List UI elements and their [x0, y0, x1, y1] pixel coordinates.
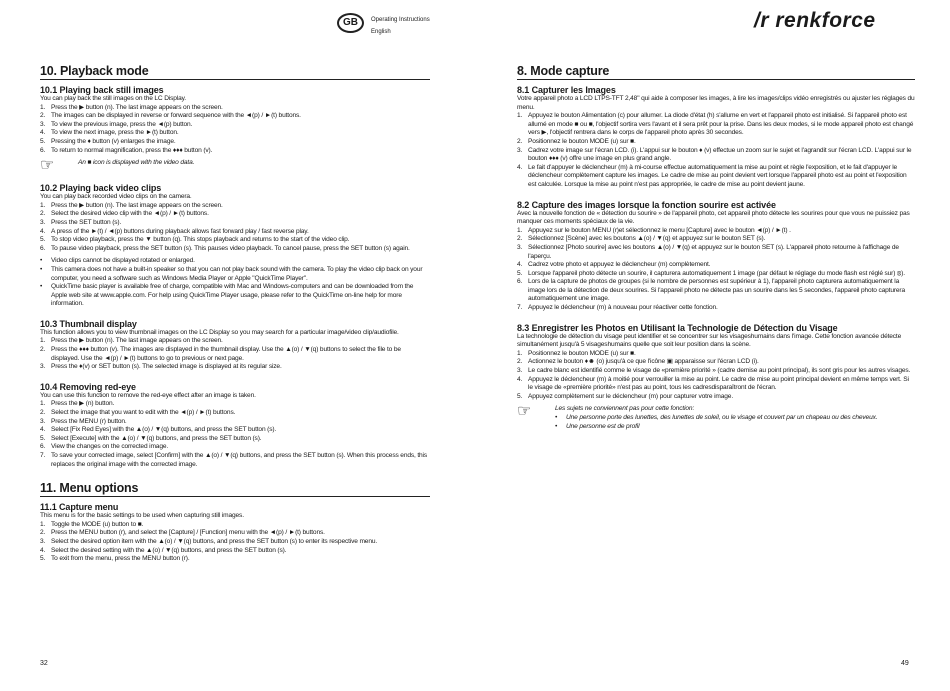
subsection-heading: 10.3 Thumbnail display [40, 318, 137, 329]
list-item [40, 418, 430, 427]
list-item-text: A press of the ►(t) / ◄(p) buttons during playback allows fast forward play / fast reverse play. [51, 227, 309, 235]
list-item [517, 147, 915, 164]
list-item-number: 2. [40, 409, 46, 417]
numbered-list [40, 400, 430, 469]
subsection-heading: 11.1 Capture menu [40, 502, 119, 513]
subsection-heading: 8.3 Enregistrer les Photos en Utilisant la Technologie de Détection du Visage [517, 322, 838, 333]
list-item-number: 1. [517, 226, 523, 234]
list-item-text: Press the ♦♦♦ button (v). The images are displayed in the thumbnail display. Use the ▲(o) / ▼(q) buttons to select the file to be displayed. Use the ◄(p) / ►(t) buttons to go to previous or next page. [51, 346, 401, 362]
section-heading: 8. Mode capture [517, 64, 915, 80]
list-item [40, 112, 430, 121]
list-item-text: Press the ▶ button (n). The last image appears on the screen. [51, 103, 223, 111]
section-heading: 10. Playback mode [40, 64, 430, 80]
numbered-list [517, 227, 915, 313]
note-box [40, 159, 430, 173]
list-item-text: Press the ▶ button (n). The last image appears on the screen. [51, 337, 223, 345]
list-item [517, 304, 915, 313]
list-item-text: Lors de la capture de photos de groupes (si le nombre de personnes est supérieur à 1), l'appareil photo capturera automatiquement la image lors de la détection de deux sourires. Si l'appareil photo ne détecte pas un sourire dans les 5 secondes, l'appareil photo capturera automatiquement une image. [528, 278, 905, 303]
list-item-number: 6. [517, 278, 523, 286]
list-item [40, 452, 430, 469]
header-line-1: Operating Instructions [371, 17, 430, 23]
bullet-text: Une personne porte des lunettes, des lunettes de soleil, ou le visage et couvert par un chapeau ou des cheveux. [566, 414, 878, 421]
note-title: Les sujets ne conviennent pas pour cette fonction: [555, 405, 695, 413]
list-item-number: 1. [517, 112, 523, 120]
list-item-text: Select the desired option item with the ▲(o) / ▼(q) buttons, and press the SET button (s) to enter its respective menu. [51, 537, 378, 545]
list-item-number: 2. [40, 346, 46, 354]
list-item-number: 4. [40, 426, 46, 434]
subsection-heading: 10.4 Removing red-eye [40, 381, 136, 392]
list-item-number: 3. [517, 367, 523, 375]
list-item [40, 529, 430, 538]
list-item [517, 358, 915, 367]
left-column [40, 64, 430, 564]
list-item-number: 3. [40, 417, 46, 425]
list-item-number: 2. [40, 529, 46, 537]
list-item-text: Positionnez le bouton MODE (u) sur ■. [528, 137, 636, 145]
list-item-text: Press the MENU button (r), and select the [Capture] / [Function] menu with the ◄(p) / ►(t) buttons. [51, 529, 325, 537]
list-item-text: The images can be displayed in reverse or forward sequence with the ◄(p) / ►(t) buttons. [51, 112, 301, 120]
bullet-text: QuickTime basic player is available free of charge, compatible with Mac and Windows-computers and can be downloaded from the Apple web site at www.apple.com. For help using QuickTime Player usage, please refer to the QuickTime on-line help for more information. [51, 283, 414, 308]
paragraph: This menu is for the basic settings to be used when capturing still images. [40, 512, 244, 520]
list-item [40, 210, 430, 219]
list-item-number: 2. [40, 210, 46, 218]
list-item [517, 227, 915, 236]
list-item-number: 3. [40, 218, 46, 226]
list-item-number: 5. [40, 555, 46, 563]
list-item [40, 202, 430, 211]
header-line-2: English [371, 29, 391, 35]
list-item-number: 5. [40, 236, 46, 244]
bullet-item [40, 266, 430, 283]
list-item-number: 2. [40, 112, 46, 120]
list-item-number: 4. [40, 546, 46, 554]
page-number: 32 [40, 660, 48, 667]
list-item-text: Appuyez sur le bouton MENU (r)et sélectionnez le menu [Capture] avec le bouton ◄(p) / ►(t) . [528, 226, 791, 234]
list-item-number: 3. [517, 243, 523, 251]
list-item [517, 270, 915, 279]
list-item [40, 104, 430, 113]
subsection-heading: 8.1 Capturer les Images [517, 85, 616, 95]
list-item [517, 350, 915, 359]
list-item-text: Sélectionnez [Scène] avec les boutons ▲(o) / ▼(q) et appuyez sur le bouton SET (s). [528, 235, 766, 243]
note-text: An ■ icon is displayed with the video data. [78, 159, 195, 167]
list-item [40, 129, 430, 138]
list-item-text: To view the next image, press the ►(t) button. [51, 129, 179, 137]
list-item-text: Appuyez le déclencheur (m) à nouveau pour réactiver cette fonction. [528, 304, 718, 312]
list-item-text: Appuyez complètement sur le déclencheur (m) pour capturer votre image. [528, 392, 733, 400]
list-item [40, 521, 430, 530]
bullet-item [40, 283, 430, 309]
list-item-number: 4. [40, 227, 46, 235]
list-item-text: Positionnez le bouton MODE (u) sur ■. [528, 349, 636, 357]
list-item-number: 6. [40, 146, 46, 154]
section-heading: 11. Menu options [40, 481, 430, 497]
numbered-list [517, 350, 915, 402]
list-item-text: To exit from the menu, press the MENU button (r). [51, 555, 190, 563]
list-item-number: 1. [40, 201, 46, 209]
list-item [517, 112, 915, 138]
list-item [40, 443, 430, 452]
list-item-number: 3. [40, 537, 46, 545]
subsection-heading: 10.2 Playing back video clips [40, 183, 162, 194]
numbered-list [40, 104, 430, 156]
list-item [517, 261, 915, 270]
list-item-text: To save your corrected image, select [Confirm] with the ▲(o) / ▼(q) buttons, and press the SET button (s). When this process ends, this replaces the original image with the corrected image. [51, 452, 428, 468]
list-item-text: Lorsque l'appareil photo détecte un sourire, il capturera automatiquement 1 image (par défaut le réglage du mode flash est réglé sur) ⦻). [528, 269, 905, 277]
list-item-number: 6. [40, 244, 46, 252]
list-item [517, 244, 915, 261]
list-item-number: 5. [40, 137, 46, 145]
list-item [40, 555, 430, 564]
numbered-list [40, 202, 430, 254]
paragraph: Votre appareil photo a LCD LTPS-TFT 2,48" qui aide à composer les images, à lire les images/clips vidéo enregistrés ou ajuster les réglages du menu. [517, 95, 915, 111]
numbered-list [517, 112, 915, 189]
bullet-list [40, 257, 430, 309]
list-item-number: 5. [517, 392, 523, 400]
list-item-number: 7. [40, 452, 46, 459]
paragraph: You can play back recorded video clips on the camera. [40, 193, 192, 201]
list-item-text: Select the image that you want to edit with the ◄(p) / ►(t) buttons. [51, 409, 236, 417]
list-item-number: 5. [40, 434, 46, 442]
list-item [517, 235, 915, 244]
bullet-item [555, 414, 877, 423]
list-item-text: Press the ▶ button (n). The last image appears on the screen. [51, 201, 223, 209]
pointing-hand-icon: ☞ [40, 157, 55, 175]
right-page [475, 0, 950, 691]
list-item [517, 393, 915, 402]
list-item-text: Toggle the MODE (u) button to ■. [51, 520, 144, 528]
list-item [40, 147, 430, 156]
list-item-number: 7. [517, 304, 523, 312]
list-item [517, 376, 915, 393]
bullet-item [40, 257, 430, 266]
list-item-number: 1. [40, 400, 46, 408]
list-item [40, 228, 430, 237]
list-item-number: 6. [40, 443, 46, 451]
subsection-heading: 8.2 Capture des images lorsque la fonction sourire est activée [517, 199, 776, 210]
list-item [40, 547, 430, 556]
paragraph: This function allows you to view thumbnail images on the LC Display so you may search for a particular image/video clip/audiofile. [40, 328, 399, 336]
bullet-item [555, 423, 877, 432]
list-item [517, 278, 915, 304]
list-item [40, 363, 430, 372]
language-badge: GB [337, 13, 364, 33]
list-item [40, 121, 430, 130]
list-item [40, 337, 430, 346]
paragraph: Avec la nouvelle fonction de « détection du sourire » de l'appareil photo, cet appareil photo détecte les sourires pour que vous ne puissiez pas manquer ces moments spéciaux de la vie. [517, 209, 910, 226]
list-item-text: Le cadre blanc est identifié comme le visage de «première priorité » (cadre demise au point principal), ils sont gris pour les autres visages. [528, 367, 911, 375]
list-item-text: To view the previous image, press the ◄(p) button. [51, 120, 193, 128]
list-item [517, 367, 915, 376]
list-item-text: Press the MENU (r) button. [51, 417, 127, 425]
list-item-number: 2. [517, 358, 523, 366]
paragraph: You can play back the still images on the LC Display. [40, 95, 186, 102]
list-item-text: View the changes on the corrected image. [51, 443, 169, 451]
list-item-number: 3. [40, 120, 46, 128]
bullet-icon: • [555, 422, 558, 430]
list-item-number: 1. [517, 349, 523, 357]
list-item [40, 245, 430, 254]
list-item-number: 1. [40, 520, 46, 528]
list-item-text: Press the ▶ (n) button. [51, 400, 115, 408]
list-item [40, 236, 430, 245]
list-item [40, 538, 430, 547]
list-item-number: 2. [517, 235, 523, 243]
list-item-text: Appuyez le bouton Alimentation (c) pour allumer. La diode d'état (h) s'allume en vert et l'appareil photo est initialisé. Si l'appareil photo est allumé en mode ■ ou ■, l'objectif sortira vers l'avant et il sera prêt pour la prise. Dans les deux modes, si le mode appareil photo est changé vers ▶, l'objectif rentrera dans le corps de l'appareil photo après 30 secondes. [528, 112, 914, 137]
list-item-number: 1. [40, 337, 46, 345]
list-item-number: 3. [40, 363, 46, 371]
list-item-text: Appuyez le déclencheur (m) à moitié pour verrouiller la mise au point. Le cadre de mise au point principal devient en même temps vert. Si le visage de «première priorité» n'est pas au point, tous les cadresdisparaîtront de l'écran. [528, 375, 909, 392]
list-item-text: To stop video playback, press the ▼ button (q). This stops playback and returns to the start of the video clip. [51, 236, 350, 244]
numbered-list [40, 521, 430, 564]
note-box [517, 405, 915, 431]
list-item-number: 5. [517, 269, 523, 277]
list-item-number: 4. [517, 163, 523, 171]
page-number: 49 [901, 660, 909, 667]
list-item [40, 426, 430, 435]
list-item-text: Select [Fix Red Eyes] with the ▲(o) / ▼(q) buttons, and press the SET button (s). [51, 426, 277, 434]
bullet-icon: • [40, 265, 43, 273]
list-item-number: 1. [40, 103, 46, 111]
list-item [517, 138, 915, 147]
list-item-text: Pressing the ♦ button (v) enlarges the image. [51, 137, 176, 145]
list-item [40, 400, 430, 409]
list-item [40, 346, 430, 363]
list-item-number: 2. [517, 137, 523, 145]
list-item [40, 219, 430, 228]
paragraph: La technologie de détection du visage peut identifier et se concentrer sur les visageshumains dans l'image. Cette fonction avancée détecte simultanément jusqu'à 5 visageshumains quelle que soit leur position dans la scène. [517, 332, 902, 349]
list-item-text: To pause video playback, press the SET button (s). This pauses video playback. To cancel pause, press the SET button (s) again. [51, 244, 410, 252]
bullet-text: This camera does not have a built-in speaker so that you can not play back sound with the camera. To play the video clip back on your computer, you need a software such as Windows Media Player or Apple "QuickTime Player". [51, 265, 423, 282]
bullet-icon: • [40, 257, 43, 265]
note-bullets [555, 414, 877, 431]
bullet-icon: • [40, 283, 43, 291]
list-item-text: Le fait d'appuyer le déclencheur (m) à mi-course effectue automatiquement la mise au point et règle l'exposition, et le fait d'appuyer le déclencheur complètement capture les images. Le cadre de mise au point devient vert lorsque l'appareil photo est au point et l'exposition est calculée. Lorsque la mise au point n'est pas appropriée, le cadre de mise au point devient jaune. [528, 163, 907, 188]
list-item-text: Actionnez le bouton ♦☻ (o) jusqu'à ce que l'icône ▣ apparaisse sur l'écran LCD (i). [528, 358, 759, 366]
paragraph: You can use this function to remove the red-eye effect after an image is taken. [40, 391, 256, 399]
note-body [555, 405, 877, 431]
list-item-text: To return to normal magnification, press the ♦♦♦ button (v). [51, 146, 213, 154]
list-item-number: 4. [40, 129, 46, 137]
bullet-text: Une personne est de profil [566, 422, 640, 430]
brand-logo: /r renkforce [754, 9, 876, 32]
list-item-text: Select the desired setting with the ▲(o) / ▼(q) buttons, and press the SET button (s). [51, 546, 287, 554]
bullet-icon: • [555, 414, 558, 421]
list-item-text: Sélectionnez [Photo sourire] avec les boutons ▲(o) / ▼(q) et appuyez sur le bouton SET (s). L'appareil photo retourne à l'affichage de l'aperçu. [528, 243, 899, 260]
list-item [40, 435, 430, 444]
right-column [517, 64, 915, 431]
list-item-number: 3. [517, 146, 523, 154]
pointing-hand-icon: ☞ [517, 403, 532, 421]
list-item-text: Cadrez votre image sur l'écran LCD. (i). L'appui sur le bouton ♦ (v) effectue un zoom sur le sujet et l'agrandit sur l'écran LCD. L'appui sur le bouton ♦♦♦ (v) offre une image en plus grand angle. [528, 146, 912, 163]
bullet-text: Video clips cannot be displayed rotated or enlarged. [51, 257, 195, 265]
list-item [517, 164, 915, 190]
list-item-text: Cadrez votre photo et appuyez le déclencheur (m) complètement. [528, 261, 711, 269]
list-item [40, 409, 430, 418]
list-item-number: 4. [517, 375, 523, 383]
list-item-text: Press the ♦(v) or SET button (s). The selected image is displayed at its regular size. [51, 363, 282, 371]
list-item-text: Select [Execute] with the ▲(o) / ▼(q) buttons, and press the SET button (s). [51, 434, 262, 442]
list-item-text: Press the SET button (s). [51, 218, 122, 226]
list-item-number: 4. [517, 261, 523, 269]
list-item [40, 138, 430, 147]
numbered-list [40, 337, 430, 371]
list-item-text: Select the desired video clip with the ◄(p) / ►(t) buttons. [51, 210, 209, 218]
subsection-heading: 10.1 Playing back still images [40, 85, 164, 95]
